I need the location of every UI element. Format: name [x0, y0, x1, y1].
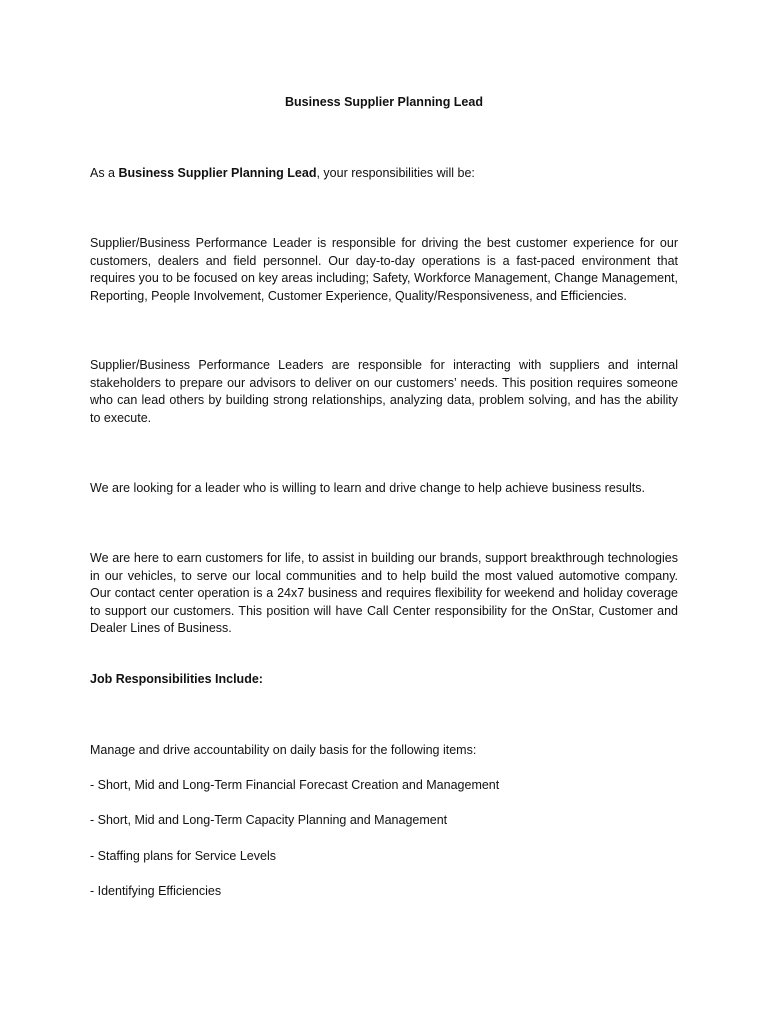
intro-role: Business Supplier Planning Lead [118, 166, 317, 180]
document-title: Business Supplier Planning Lead [285, 95, 483, 109]
list-item: - Short, Mid and Long-Term Financial Forecast Creation and Management [90, 778, 500, 792]
list-item: - Staffing plans for Service Levels [90, 849, 276, 863]
responsibilities-heading: Job Responsibilities Include: [90, 672, 263, 686]
paragraph-performance-leader: Supplier/Business Performance Leader is responsible for driving the best customer experience for our customers, dealers and field personnel. Our day-to-day operations is a fast-paced environment that requires you to be focused on key areas including; Safety, Workforce Management, Change Management, Reporting, People Involvement, Customer Experience, Quality/Responsiveness, and Efficiencies. [90, 236, 678, 303]
intro-prefix: As a [90, 166, 119, 180]
intro-suffix: , your responsibilities will be: [316, 166, 475, 180]
list-item: - Identifying Efficiencies [90, 884, 222, 898]
paragraph-looking-for-leader: We are looking for a leader who is willing to learn and drive change to help achieve business results. [90, 481, 645, 495]
paragraph-stakeholders: Supplier/Business Performance Leaders are responsible for interacting with suppliers and internal stakeholders to prepare our advisors to deliver on our customers’ needs. This position requires someone who can lead others by building strong relationships, analyzing data, problem solving, and has the ability to execute. [90, 358, 678, 425]
responsibilities-lead: Manage and drive accountability on daily basis for the following items: [90, 743, 477, 757]
intro-line [90, 165, 678, 181]
list-item: - Short, Mid and Long-Term Capacity Planning and Management [90, 813, 448, 827]
paragraph-company-mission: We are here to earn customers for life, to assist in building our brands, support breakthrough technologies in our vehicles, to serve our local communities and to help build the most valued automotive company. Our contact center operation is a 24x7 business and requires flexibility for weekend and holiday coverage to support our customers. This position will have Call Center responsibility for the OnStar, Customer and Dealer Lines of Business. [90, 551, 678, 635]
